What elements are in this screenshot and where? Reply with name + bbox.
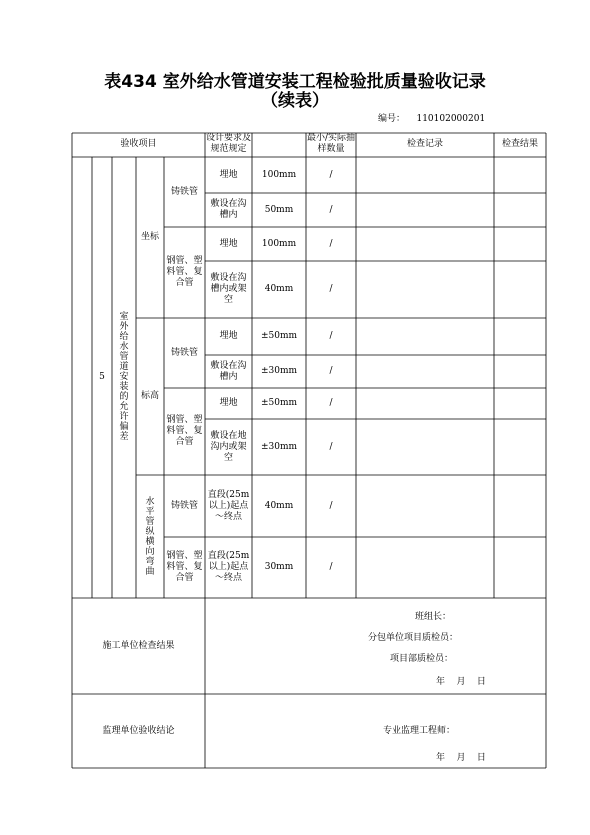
row-sample: /: [329, 284, 333, 294]
row-condition: 敷设在沟槽内: [210, 360, 247, 382]
group-bend-cell: [136, 475, 164, 598]
group-bend: 水平管纵横向弯曲: [145, 496, 155, 577]
row-tolerance: 100mm: [261, 169, 297, 180]
row-sample: /: [329, 238, 333, 249]
material-steel: 钢管、塑料管、复合管: [166, 256, 203, 288]
row-condition: 埋地: [219, 238, 238, 249]
header-design: 设计要求及规范规定: [205, 133, 251, 154]
row-tolerance: 30mm: [264, 562, 294, 572]
row-sample: /: [329, 204, 333, 215]
row-condition: 敷设在沟槽内或架空: [210, 273, 247, 305]
row-sample: /: [329, 169, 333, 180]
row-sample: /: [329, 331, 333, 341]
material-cast: 铸铁管: [170, 347, 198, 358]
material-cast: 铸铁管: [170, 500, 198, 511]
row-condition: 直段(25m以上)起点～终点: [207, 551, 250, 583]
header-item: 验收项目: [120, 138, 157, 149]
leader-signature: 班组长：: [415, 612, 452, 622]
header-sample: 最小/实际抽样数量: [306, 133, 356, 154]
row-sample: /: [329, 366, 333, 376]
dept-inspector-signature: 项目部质检员：: [390, 654, 454, 664]
supervision-date: 年 月 日: [436, 753, 486, 763]
row-condition: 埋地: [219, 169, 238, 180]
row-sample: /: [329, 398, 333, 408]
sub-inspector-signature: 分包单位项目质检员：: [368, 633, 459, 643]
form-title: 表434 室外给水管道安装工程检验批质量验收记录: [104, 72, 486, 92]
construction-label: 施工单位检查结果: [102, 640, 175, 651]
form-subtitle: （续表）: [261, 91, 329, 111]
code-value: 110102000201: [416, 114, 486, 124]
row-condition: 直段(25m以上)起点～终点: [207, 489, 250, 522]
header-record: 检查记录: [406, 138, 443, 149]
material-steel: 钢管、塑料管、复合管: [166, 415, 203, 447]
code-label: 编号：: [378, 114, 406, 124]
row-tolerance: ±50mm: [260, 398, 298, 408]
header-result: 检查结果: [501, 138, 538, 149]
row-tolerance: 100mm: [261, 238, 297, 249]
row-tolerance: ±30mm: [260, 441, 298, 452]
group-coord: 坐标: [140, 232, 159, 242]
material-cast: 铸铁管: [170, 186, 198, 197]
row-tolerance: 40mm: [264, 500, 294, 511]
row-sample: /: [329, 441, 333, 452]
item-number: 5: [99, 371, 105, 382]
row-sample: /: [329, 562, 333, 572]
row-sample: /: [329, 500, 333, 511]
row-tolerance: 40mm: [264, 284, 294, 294]
item-name-cell: [112, 157, 136, 597]
row-condition: 敷设在沟槽内: [210, 199, 247, 220]
construction-date: 年 月 日: [436, 677, 486, 687]
row-condition: 埋地: [219, 398, 238, 408]
supervision-label: 监理单位验收结论: [102, 725, 175, 736]
row-condition: 敷设在地沟内或架空: [210, 430, 247, 463]
row-condition: 埋地: [219, 331, 238, 341]
row-tolerance: ±30mm: [260, 366, 298, 376]
item-name: 室外给水管道安装的允许偏差: [119, 312, 129, 442]
row-tolerance: ±50mm: [260, 331, 298, 341]
engineer-signature: 专业监理工程师：: [383, 726, 456, 736]
material-steel: 钢管、塑料管、复合管: [166, 551, 203, 583]
row-tolerance: 50mm: [264, 204, 294, 215]
group-elev: 标高: [140, 391, 159, 401]
